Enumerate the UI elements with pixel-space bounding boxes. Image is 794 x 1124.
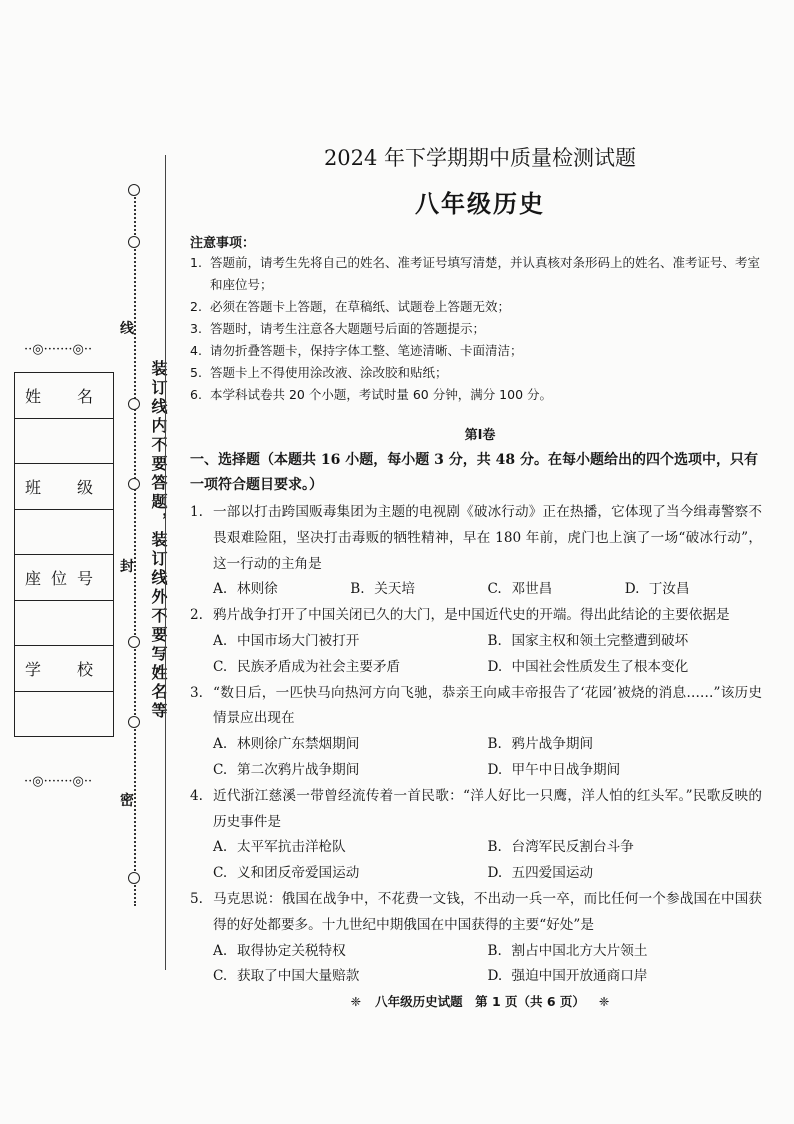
option-text: 林则徐 xyxy=(237,581,278,598)
option-b xyxy=(488,732,763,758)
option-text: 中国市场大门被打开 xyxy=(237,632,360,649)
seal-circle xyxy=(128,872,140,884)
notice-item: 4. 请勿折叠答题卡，保持字体工整、笔迹清晰、卡面清洁； xyxy=(190,343,523,358)
question-list xyxy=(190,500,762,990)
option-text: 强迫中国开放通商口岸 xyxy=(511,968,648,985)
option-letter: B. xyxy=(487,942,502,959)
option-letter: D. xyxy=(487,658,503,675)
dot-row-top: ··◎·······◎·· xyxy=(24,342,93,357)
option-d xyxy=(488,655,763,681)
option-text: 林则徐广东禁烟期间 xyxy=(237,736,360,753)
option-letter: A. xyxy=(213,632,228,649)
question-stem: 一部以打击跨国贩毒集团为主题的电视剧《破冰行动》正在热播，它体现了当今缉毒警察不畏艰难险阻，坚决打击毒贩的牺牲精神，早在 180 年前，虎门也上演了一场“破冰行动”，这一行动的主角是 xyxy=(213,504,762,572)
question-stem: 近代浙江慈溪一带曾经流传着一首民歌：“洋人好比一只鹰，洋人怕的红头军。”民歌反映的历史事件是 xyxy=(213,787,762,830)
option-letter: B. xyxy=(487,632,502,649)
option-text: 获取了中国大量赔款 xyxy=(237,968,360,985)
seal-circle xyxy=(128,478,140,490)
notice-list xyxy=(190,252,765,406)
option-letter: B. xyxy=(487,736,502,753)
option-letter: C. xyxy=(213,761,228,778)
question-number: 2. xyxy=(190,607,203,624)
option-c xyxy=(488,577,625,603)
section-lead: 一、选择题 xyxy=(190,452,260,468)
question-stem: 马克思说：俄国在战争中，不花费一文钱，不出动一兵一卒，而比任何一个参战国在中国获得的好处都要多。十九世纪中期俄国在中国获得的主要“好处”是 xyxy=(213,890,762,933)
option-d xyxy=(488,758,763,784)
option-letter: D. xyxy=(624,581,640,598)
option-c xyxy=(213,964,488,990)
notice-item: 6. 本学科试卷共 20 个小题，考试时量 60 分钟，满分 100 分。 xyxy=(190,387,553,402)
option-letter: C. xyxy=(487,581,502,598)
question-2 xyxy=(190,603,762,629)
option-text: 第二次鸦片战争期间 xyxy=(237,761,360,778)
option-text: 国家主权和领土完整遭到破坏 xyxy=(511,632,689,649)
info-blank-class xyxy=(15,509,114,555)
info-blank-seat xyxy=(15,600,114,646)
option-letter: D. xyxy=(487,761,503,778)
section-heading xyxy=(190,448,762,498)
option-text: 丁汝昌 xyxy=(648,581,690,598)
dot-row-bottom: ··◎·······◎·· xyxy=(24,774,93,789)
option-text: 义和团反帝爱国运动 xyxy=(237,865,360,882)
option-a xyxy=(213,732,488,758)
question-1 xyxy=(190,500,762,577)
notice-item: 5. 答题卡上不得使用涂改液、涂改胶和贴纸； xyxy=(190,365,448,380)
option-text: 甲午中日战争期间 xyxy=(511,761,621,778)
option-d xyxy=(625,577,762,603)
info-blank-school xyxy=(15,691,114,737)
binding-warning-vertical: 装订线内不要答题，装订线外不要写姓名等 xyxy=(149,360,168,721)
option-letter: A. xyxy=(213,736,228,753)
footer-ornament-left: ❈ xyxy=(350,994,362,1009)
info-label-name: 姓 名 xyxy=(15,373,114,419)
info-blank-name xyxy=(15,418,114,464)
question-options xyxy=(190,577,762,603)
notice-heading: 注意事项： xyxy=(190,236,256,251)
option-text: 台湾军民反割台斗争 xyxy=(511,839,634,856)
seal-char-secret: 密 xyxy=(120,793,134,809)
option-c xyxy=(213,861,488,887)
option-a xyxy=(213,835,488,861)
notice-item: 1. 答题前，请考生先将自己的姓名、准考证号填写清楚，并认真核对条形码上的姓名、准考证号、考室和座位号； xyxy=(190,255,761,292)
notice-item: 3. 答题时，请考生注意各大题题号后面的答题提示； xyxy=(190,321,486,336)
question-options xyxy=(190,732,762,784)
option-text: 太平军抗击洋枪队 xyxy=(237,839,346,856)
option-c xyxy=(213,758,488,784)
question-5 xyxy=(190,887,762,939)
option-a xyxy=(213,939,488,965)
seal-char-seal: 封 xyxy=(120,559,134,575)
option-letter: A. xyxy=(213,839,228,856)
option-letter: A. xyxy=(213,581,228,598)
info-label-seat: 座位号 xyxy=(15,555,114,601)
seal-circle xyxy=(128,636,140,648)
question-options xyxy=(190,835,762,887)
question-number: 1. xyxy=(190,504,203,520)
question-stem: 鸦片战争打开了中国关闭已久的大门，是中国近代史的开端。得出此结论的主要依据是 xyxy=(213,607,730,624)
page-footer xyxy=(180,992,780,1010)
option-letter: D. xyxy=(487,968,503,985)
exam-title: 2024 年下学期期中质量检测试题 xyxy=(323,146,637,170)
volume-label: 第Ⅰ卷 xyxy=(464,428,496,443)
notice-item: 2. 必须在答题卡上答题，在草稿纸、试题卷上答题无效； xyxy=(190,299,511,314)
binding-rule xyxy=(165,155,166,970)
footer-text: 八年级历史试题 第 1 页（共 6 页） xyxy=(375,994,585,1009)
option-d xyxy=(488,861,763,887)
option-letter: C. xyxy=(213,968,228,985)
option-text: 民族矛盾成为社会主要矛盾 xyxy=(237,658,401,675)
section-desc: （本题共 16 小题，每小题 3 分，共 48 分。在每小题给出的四个选项中，只有一项符合题目要求。） xyxy=(190,452,758,493)
info-label-school: 学 校 xyxy=(15,646,114,692)
question-options xyxy=(190,629,762,681)
option-b xyxy=(350,577,487,603)
option-a xyxy=(213,577,350,603)
seal-circle xyxy=(128,716,140,728)
option-b xyxy=(488,629,763,655)
option-b xyxy=(488,835,763,861)
option-d xyxy=(488,964,763,990)
option-letter: C. xyxy=(213,658,228,675)
option-text: 五四爱国运动 xyxy=(511,865,594,882)
seal-circle xyxy=(128,184,140,196)
info-label-class: 班 级 xyxy=(15,464,114,510)
question-4 xyxy=(190,784,762,836)
question-stem: “数日后，一匹快马向热河方向飞驰，恭亲王向咸丰帝报告了‘花园’被烧的消息……”该历史情景应出现在 xyxy=(213,684,762,727)
option-letter: B. xyxy=(350,581,365,598)
option-text: 取得协定关税特权 xyxy=(237,942,346,959)
seal-circle xyxy=(128,398,140,410)
question-options xyxy=(190,939,762,991)
student-info-table xyxy=(14,372,114,737)
option-text: 鸦片战争期间 xyxy=(511,736,594,753)
footer-ornament-right: ❈ xyxy=(598,994,610,1009)
option-text: 中国社会性质发生了根本变化 xyxy=(511,658,689,675)
seal-char-line: 线 xyxy=(120,321,134,337)
option-b xyxy=(488,939,763,965)
option-letter: D. xyxy=(487,865,503,882)
option-text: 邓世昌 xyxy=(511,581,553,598)
option-a xyxy=(213,629,488,655)
option-letter: C. xyxy=(213,865,228,882)
option-letter: B. xyxy=(487,839,502,856)
question-number: 3. xyxy=(190,684,203,701)
question-number: 4. xyxy=(190,787,203,804)
option-letter: A. xyxy=(213,942,228,959)
option-text: 关天培 xyxy=(374,581,416,598)
exam-subject: 八年级历史 xyxy=(415,190,545,218)
question-3 xyxy=(190,681,762,733)
option-text: 割占中国北方大片领土 xyxy=(511,942,648,959)
seal-circle xyxy=(128,236,140,248)
seal-dotted-line xyxy=(134,186,136,906)
question-number: 5. xyxy=(190,890,203,907)
option-c xyxy=(213,655,488,681)
